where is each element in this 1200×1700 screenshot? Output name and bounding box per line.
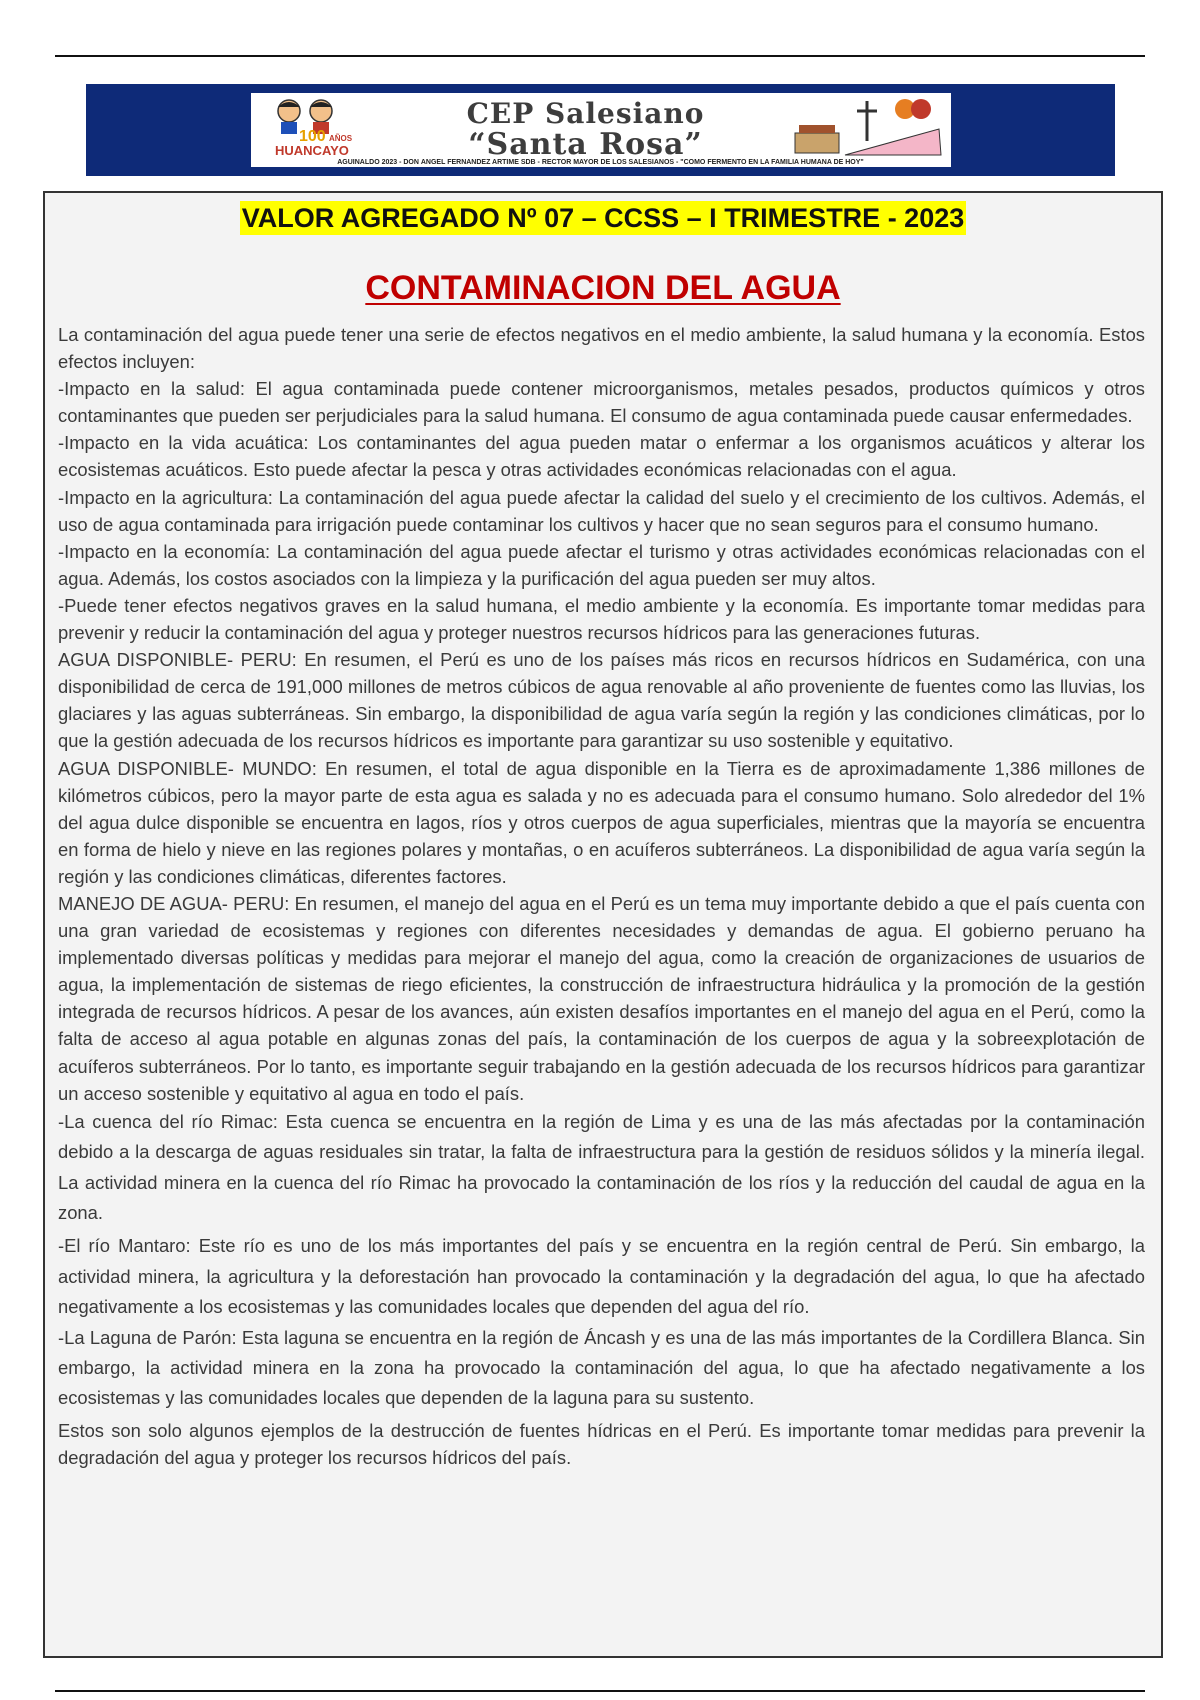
paragraph-aquatic-impact: -Impacto en la vida acuática: Los contaminantes del agua pueden matar o enfermar a los organismos acuáticos y alterar los ecosistemas acuáticos. Esto puede afectar la pesca y otras actividades económicas relacionadas con el agua. xyxy=(58,432,1145,481)
paragraph-conclusion: Estos son solo algunos ejemplos de la destrucción de fuentes hídricas en el Perú. Es importante tomar medidas para prevenir la degradación del agua y proteger los recursos hídricos del país. xyxy=(58,1419,1145,1468)
paragraph-general-effects: -Puede tener efectos negativos graves en la salud humana, el medio ambiente y la economía. Es importante tomar medidas para prevenir y reducir la contaminación del agua y proteger nuestros recursos hídricos para las generaciones futuras. xyxy=(58,594,1145,644)
school-header-card xyxy=(251,93,951,167)
anniversary-logo xyxy=(259,97,379,159)
logo-number-100: 100 xyxy=(298,128,326,145)
document-body xyxy=(58,321,1145,1471)
paragraph-health-impact: -Impacto en la salud: El agua contaminada puede contener microorganismos, metales pesados, productos químicos y otros contaminantes que pueden ser perjudiciales para la salud humana. El consumo de agua contaminada puede causar enfermedades. xyxy=(58,378,1145,427)
logo-anos-text: AÑOS xyxy=(328,134,352,143)
paragraph-water-world: AGUA DISPONIBLE- MUNDO: En resumen, el total de agua disponible en la Tierra es de aproximadamente 1,386 millones de kilómetros cúbicos, pero la mayor parte de esta agua es salada y no es adecuada para el consumo humano. Solo alrededor del 1% del agua dulce disponible se encuentra en lagos, ríos y otros cuerpos de agua superficiales, mientras que la mayoría se encuentra en forma de hielo y nieve en las regiones polares y montañas, o en acuíferos subterráneos. La disponibilidad de agua varía según la región y las condiciones climáticas, diferentes factores. xyxy=(58,757,1145,887)
school-name-line1: CEP Salesiano xyxy=(466,97,705,130)
paragraph-intro: La contaminación del agua puede tener una serie de efectos negativos en el medio ambiente, la salud humana y la economía. Estos efectos incluyen: xyxy=(58,324,1145,373)
page-title: CONTAMINACION DEL AGUA xyxy=(365,269,841,307)
paragraph-agriculture-impact: -Impacto en la agricultura: La contaminación del agua puede afectar la calidad del suelo y el crecimiento de los cultivos. Además, el uso de agua contaminada para irrigación puede contaminar los cultivos y hacer que no sean seguros para el consumo humano. xyxy=(58,486,1145,535)
header-motto: AGUINALDO 2023 - DON ÁNGEL FERNÁNDEZ ARTIME SDB - RECTOR MAYOR DE LOS SALESIANOS - "COMO FERMENTO EN LA FAMILIA HUMANA DE HOY" xyxy=(337,159,864,166)
paragraph-water-management-peru: MANEJO DE AGUA- PERU: En resumen, el manejo del agua en el Perú es un tema muy importante debido a que el país cuenta con una gran variedad de ecosistemas y regiones con diferentes necesidades y demandas de agua. El gobierno peruano ha implementado diversas políticas y medidas para mejorar el manejo del agua, como la creación de organizaciones de usuarios de agua, la implementación de sistemas de riego eficientes, la construcción de infraestructura hidráulica y la promoción de la gestión integrada de recursos hídricos. A pesar de los avances, aún existen desafíos importantes en el manejo del agua en el Perú, como la falta de acceso al agua potable en algunas zonas del país, la contaminación de los cuerpos de agua y la sobreexplotación de acuíferos subterráneos. Por lo tanto, es importante seguir trabajando en la gestión adecuada de los recursos hídricos para garantizar un acceso sostenible y equitativo al agua en todo el país. xyxy=(58,892,1145,1104)
bottom-rule xyxy=(55,1690,1145,1692)
church-emblem xyxy=(793,95,943,159)
school-name-line2: “Santa Rosa” xyxy=(468,127,703,162)
content-box xyxy=(43,191,1163,1658)
paragraph-paron-lagoon: -La Laguna de Parón: Esta laguna se encuentra en la región de Áncash y es una de las más importantes de la Cordillera Blanca. Sin embargo, la actividad minera en la zona ha provocado la contaminación del agua, lo que ha afectado negativamente a los ecosistemas y las comunidades locales que dependen de la laguna para su sustento. xyxy=(58,1326,1145,1409)
activity-subtitle: VALOR AGREGADO Nº 07 – CCSS – I TRIMESTRE - 2023 xyxy=(241,203,965,233)
paragraph-water-peru: AGUA DISPONIBLE- PERU: En resumen, el Perú es uno de los países más ricos en recursos hídricos en Sudamérica, con una disponibilidad de cerca de 191,000 millones de metros cúbicos de agua renovable al año proveniente de fuentes como las lluvias, los glaciares y las aguas subterráneas. Sin embargo, la disponibilidad de agua varía según la región y las condiciones climáticas, por lo que la gestión adecuada de los recursos hídricos es importante para garantizar su uso sostenible y equitativo. xyxy=(58,649,1145,752)
school-header-banner xyxy=(86,84,1115,176)
logo-huancayo-text: HUANCAYO xyxy=(274,143,349,158)
paragraph-rimac-basin: -La cuenca del río Rimac: Esta cuenca se encuentra en la región de Lima y es una de las más afectadas por la contaminación debido a la descarga de aguas residuales sin tratar, la falta de infraestructura para la gestión de residuos sólidos y la minería ilegal. La actividad minera en la cuenca del río Rimac ha provocado la contaminación de los ríos y la reducción del caudal de agua en la zona. xyxy=(58,1110,1145,1223)
top-rule xyxy=(55,55,1145,57)
paragraph-economy-impact: -Impacto en la economía: La contaminación del agua puede afectar el turismo y otras actividades económicas relacionadas con el agua. Además, los costos asociados con la limpieza y la purificación del agua pueden ser muy altos. xyxy=(58,540,1145,589)
paragraph-mantaro-river: -El río Mantaro: Este río es uno de los más importantes del país y se encuentra en la región central de Perú. Sin embargo, la actividad minera, la agricultura y la deforestación han provocado la contaminación y la degradación del agua, lo que ha afectado negativamente a los ecosistemas y las comunidades locales que dependen del agua del río. xyxy=(58,1235,1145,1318)
